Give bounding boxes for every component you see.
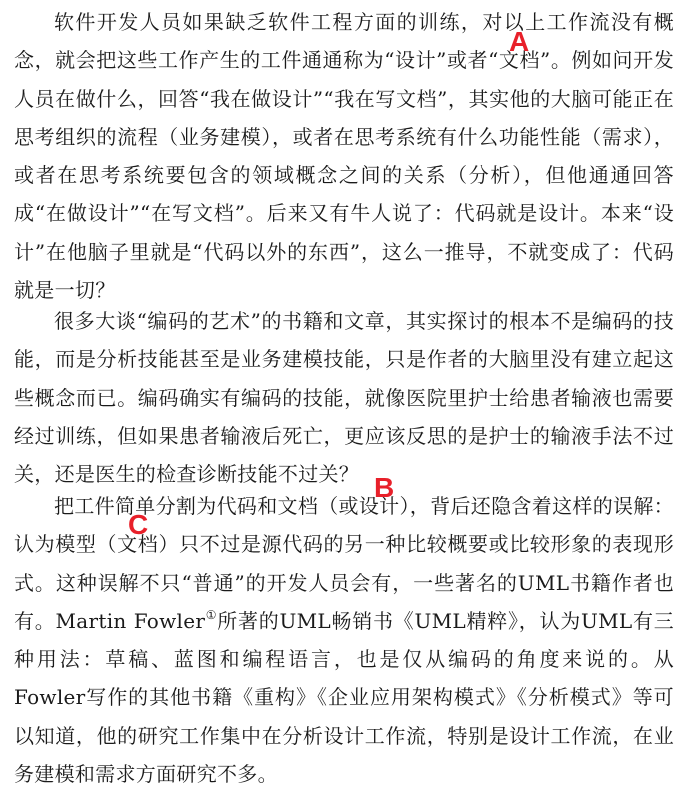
annotation-marker-b: B	[374, 472, 395, 503]
annotation-marker-a: A	[509, 26, 530, 57]
annotation-marker-c: C	[128, 509, 149, 540]
paragraph-3-part-1: 把工件简单分割为代码和文档（或设计），背后还隐含着这样的误解：认为模型（文档）只不过是源代码的另一种比较概要或比较形象的表现形式。这种误解不只“普通”的开发人员会有，一些著名的UML书籍作者也有。Martin Fowler	[14, 494, 674, 633]
footnote-marker: ①	[205, 607, 218, 622]
paragraph-3	[14, 487, 674, 793]
paragraph-1: 软件开发人员如果缺乏软件工程方面的训练，对以上工作流没有概念，就会把这些工作产生的工件通通称为“设计”或者“文档”。例如问开发人员在做什么，回答“我在做设计”“我在写文档”，其实他的大脑可能正在思考组织的流程（业务建模），或者在思考系统有什么功能性能（需求），或者在思考系统要包含的领域概念之间的关系（分析），但他通通回答成“在做设计”“在写文档”。后来又有牛人说了：代码就是设计。本来“设计”在他脑子里就是“代码以外的东西”，这么一推导，不就变成了：代码就是一切？	[14, 10, 674, 303]
paragraph-3-part-2: 所著的UML畅销书《UML精粹》，认为UML有三种用法：草稿、蓝图和编程语言，也是仅从编码的角度来说的。从Fowler写作的其他书籍《重构》《企业应用架构模式》《分析模式》等可以知道，他的研究工作集中在分析设计工作流，特别是设计工作流，在业务建模和需求方面研究不多。	[14, 608, 675, 787]
paragraph-2: 很多大谈“编码的艺术”的书籍和文章，其实探讨的根本不是编码的技能，而是分析技能甚至是业务建模技能，只是作者的大脑里没有建立起这些概念而已。编码确实有编码的技能，就像医院里护士给患者输液也需要经过训练，但如果患者输液后死亡，更应该反思的是护士的输液手法不过关，还是医生的检查诊断技能不过关？	[14, 309, 674, 487]
